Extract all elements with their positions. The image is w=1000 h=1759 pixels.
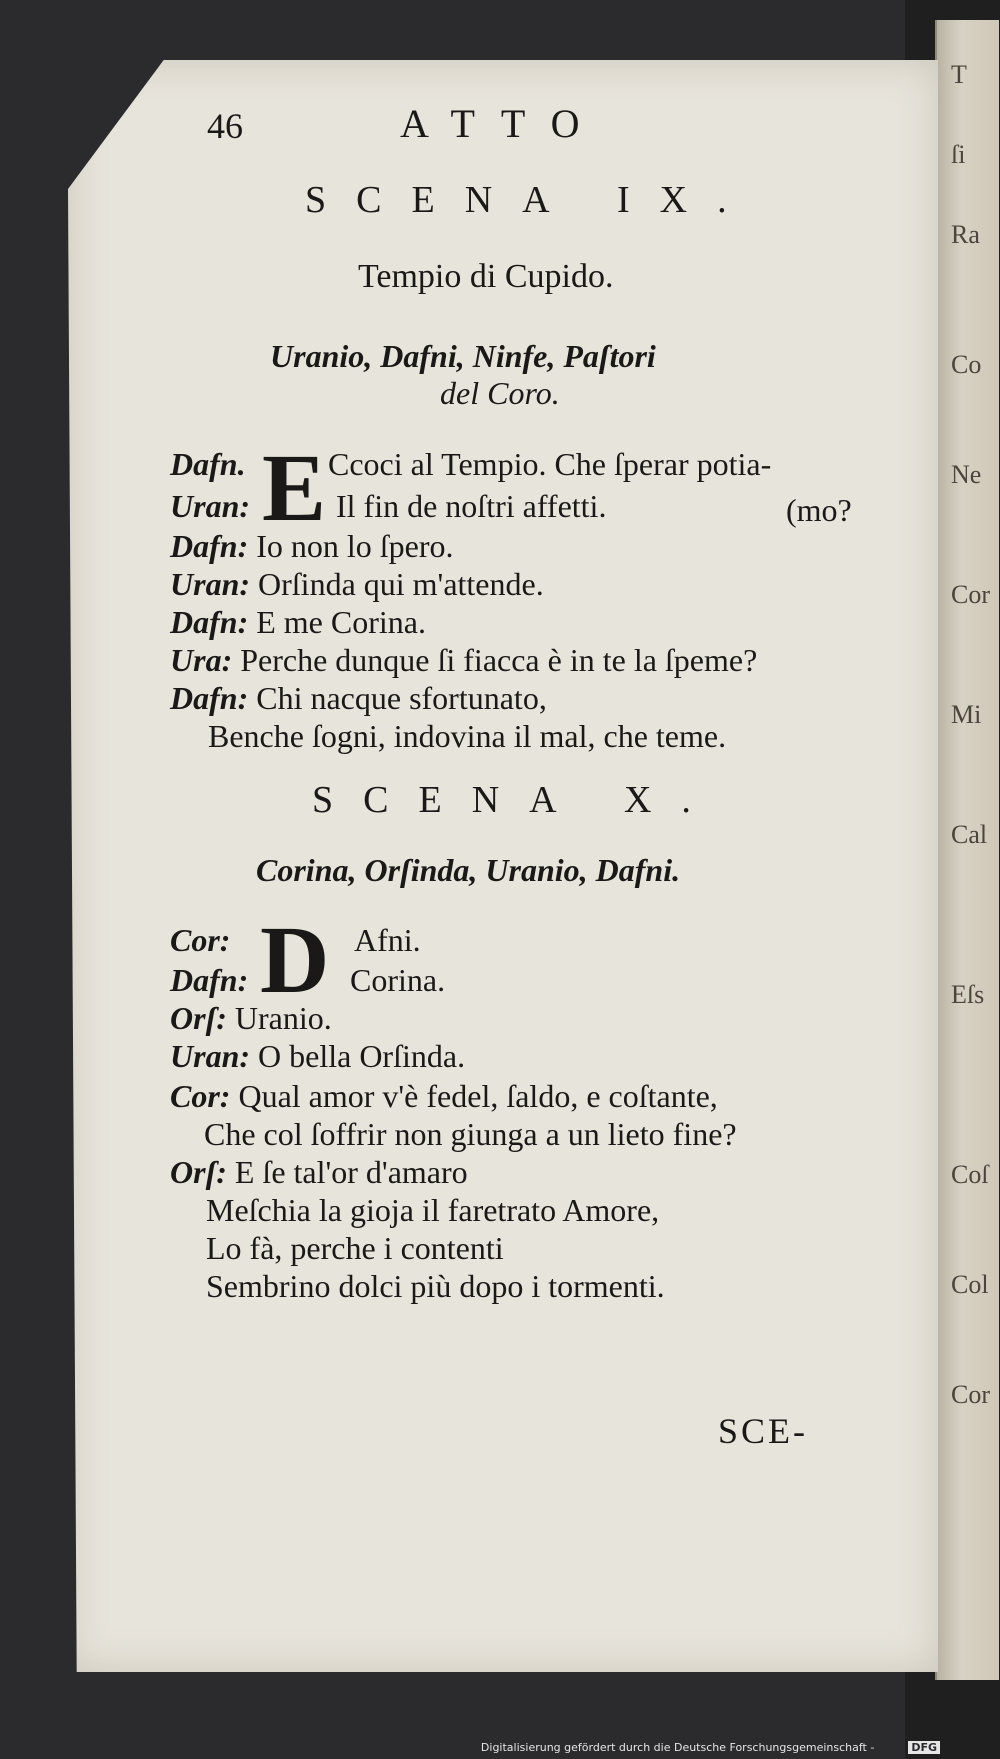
dialogue-text: Il fin de noſtri affetti.	[336, 488, 607, 524]
speaker-name: Dafn:	[170, 962, 249, 998]
page-number: 46	[207, 106, 243, 146]
neighbour-fragment: Coſ	[951, 1160, 989, 1189]
neighbour-fragment: Ne	[951, 460, 982, 489]
dialogue-text: Corina.	[350, 962, 446, 998]
neighbour-fragment: T	[951, 60, 967, 89]
scene-setting: Tempio di Cupido.	[358, 258, 614, 295]
dialogue-continuation: Sembrino dolci più dopo i tormenti.	[206, 1268, 665, 1304]
dialogue-text: E me Corina.	[256, 604, 426, 640]
scene-cast-continued: del Coro.	[440, 375, 560, 411]
neighbour-fragment: Ra	[951, 220, 980, 249]
dialogue-text: Ccoci al Tempio. Che ſperar potia-	[328, 446, 772, 482]
dialogue-continuation: Meſchia la gioja il faretrato Amore,	[206, 1192, 660, 1228]
neighbour-fragment: Cor	[951, 1380, 990, 1409]
dialogue-line	[170, 488, 250, 525]
dialogue-text: Chi nacque sfortunato,	[256, 680, 547, 716]
neighbour-fragment: Cal	[951, 820, 988, 849]
scene-cast: Corina, Orſinda, Uranio, Dafni.	[256, 852, 681, 888]
dialogue-text: E ſe tal'or d'amaro	[234, 1154, 468, 1190]
neighbour-fragment: Eſs	[951, 980, 985, 1009]
dialogue-line	[170, 528, 454, 565]
scene-heading: SCENA IX.	[305, 179, 757, 221]
credit-text: Digitalisierung gefördert durch die Deutsche Forschungsgemeinschaft -	[480, 1741, 875, 1754]
neighbour-fragment: ſi	[951, 140, 966, 169]
speaker-name: Dafn:	[170, 604, 249, 640]
catchword: SCE-	[718, 1411, 809, 1451]
dialogue-line	[170, 1000, 332, 1037]
speaker-name: Uran:	[170, 1038, 251, 1074]
dialogue-line	[170, 642, 757, 679]
speaker-name: Orſ:	[170, 1154, 227, 1190]
speaker-name: Dafn.	[170, 446, 246, 482]
dialogue-line	[170, 1078, 718, 1115]
speaker-name: Uran:	[170, 566, 251, 602]
dialogue-overrun: (mo?	[786, 492, 852, 528]
dialogue-line	[170, 922, 230, 959]
dialogue-line	[170, 680, 547, 717]
speaker-name: Orſ:	[170, 1000, 227, 1036]
dfg-logo: DFG	[908, 1741, 940, 1754]
digitization-credit	[0, 1741, 1000, 1759]
drop-capital: D	[260, 906, 330, 1013]
speaker-name: Dafn:	[170, 528, 249, 564]
speaker-name: Uran:	[170, 488, 251, 524]
dialogue-continuation: Lo fà, perche i contenti	[206, 1230, 504, 1266]
scene-heading: SCENA X.	[312, 779, 721, 821]
dialogue-text: Orſinda qui m'attende.	[258, 566, 544, 602]
speaker-name: Dafn:	[170, 680, 249, 716]
speaker-name: Ura:	[170, 642, 233, 678]
running-head: ATTO	[400, 101, 606, 146]
neighbour-fragment: Col	[951, 1270, 989, 1299]
scene-cast: Uranio, Dafni, Ninfe, Paſtori	[270, 338, 656, 374]
neighbour-fragment: Mi	[951, 700, 982, 729]
dialogue-line	[170, 566, 544, 603]
dialogue-continuation: Benche ſogni, indovina il mal, che teme.	[208, 718, 727, 754]
dialogue-text: Perche dunque ſi fiacca è in te la ſpeme?	[240, 642, 758, 678]
dialogue-continuation: Che col ſoffrir non giunga a un lieto fine?	[204, 1116, 737, 1152]
dialogue-line	[170, 604, 426, 641]
drop-capital: E	[262, 434, 327, 541]
dialogue-line	[170, 1038, 465, 1075]
dialogue-text: O bella Orſinda.	[258, 1038, 466, 1074]
dialogue-text: Afni.	[354, 922, 421, 958]
dialogue-text: Io non lo ſpero.	[256, 528, 454, 564]
dialogue-text: Uranio.	[234, 1000, 332, 1036]
speaker-name: Cor:	[170, 922, 231, 958]
dialogue-line	[170, 1154, 468, 1191]
neighbour-fragment: Cor	[951, 580, 990, 609]
neighbour-fragment: Co	[951, 350, 982, 379]
dialogue-line	[170, 446, 246, 483]
dialogue-text: Qual amor v'è fedel, ſaldo, e coſtante,	[238, 1078, 718, 1114]
speaker-name: Cor:	[170, 1078, 231, 1114]
dialogue-line	[170, 962, 248, 999]
